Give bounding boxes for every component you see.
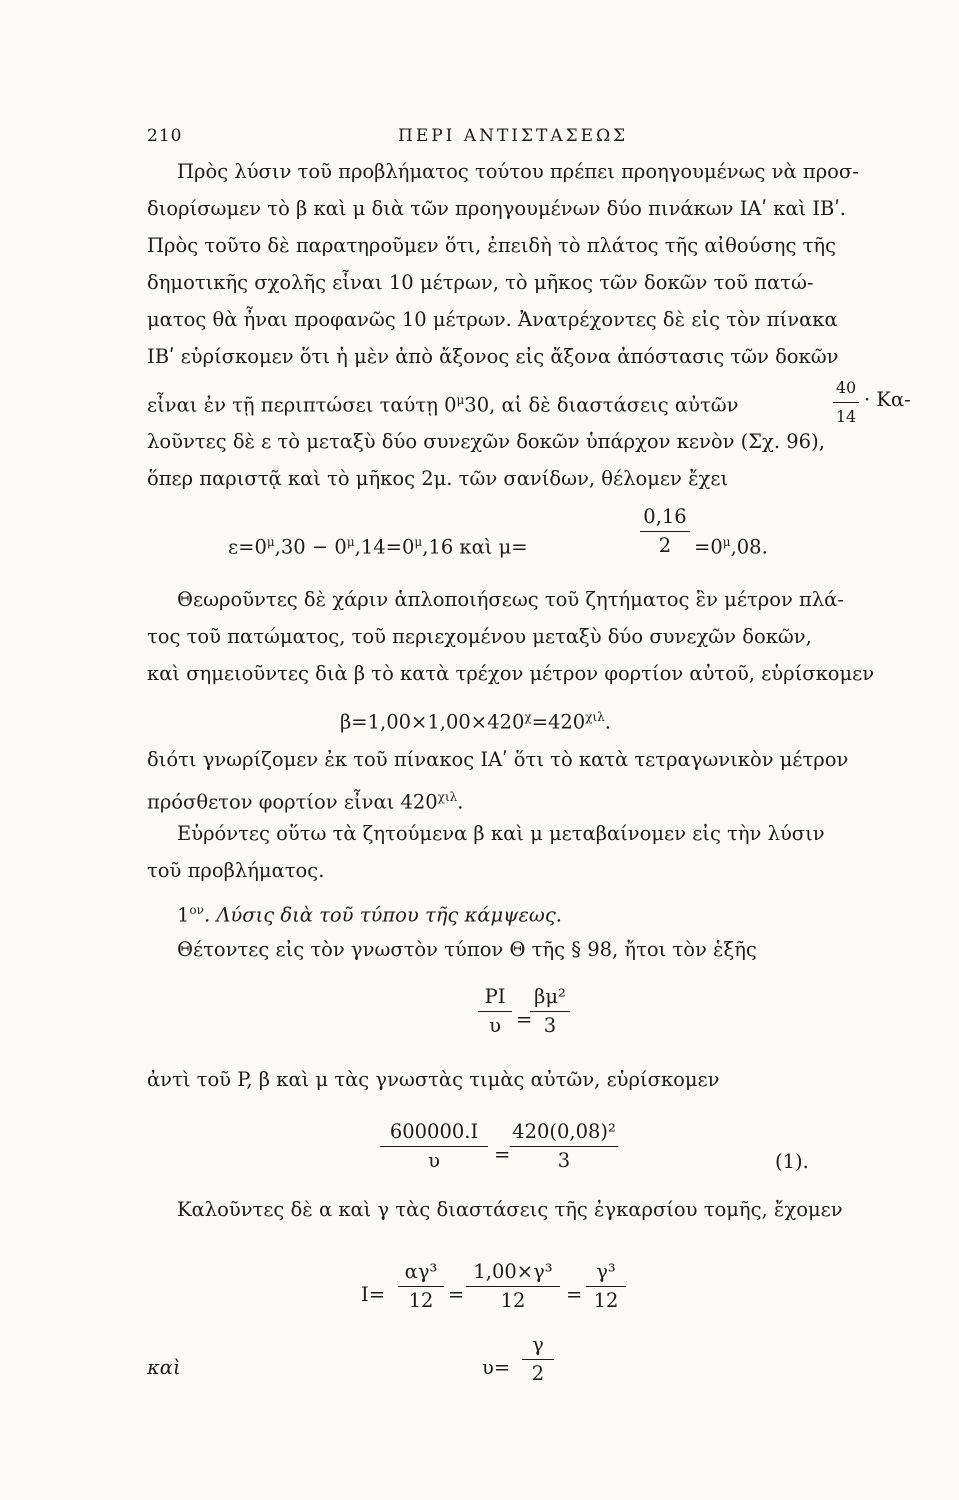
fraction-numerator: 40 (833, 376, 859, 403)
fraction-numerator: PI (478, 985, 512, 1012)
equals-sign: = (516, 1008, 533, 1031)
fraction-denominator: 3 (557, 1149, 571, 1172)
fraction-numerator: 1,00×γ³ (466, 1260, 560, 1287)
kilo-superscript: χιλ (437, 790, 458, 804)
text-line: Εὑρόντες οὕτω τὰ ζητούμενα β καὶ μ μεταβαίνομεν εἰς τὴν λύσιν (177, 822, 825, 845)
eq-part: ,30 − 0 (274, 535, 347, 559)
fraction-numerator: 0,16 (640, 505, 690, 532)
equation-result (694, 530, 768, 560)
fraction-denominator: 2 (658, 534, 672, 557)
text-line: ὅπερ παριστᾷ καὶ τὸ μῆκος 2μ. τῶν σανίδων, θέλομεν ἔχει (147, 467, 729, 490)
section-title: . Λύσις διὰ τοῦ τύπου τῆς κάμψεως. (203, 903, 562, 927)
section-heading (177, 898, 562, 928)
eq-part: β=1,00×1,00×420 (340, 710, 525, 734)
text-segment: πρόσθετον φορτίον εἶναι 420 (147, 790, 438, 814)
fraction-denominator: υ (489, 1014, 501, 1037)
equation-epsilon (228, 530, 528, 560)
fraction-denominator: υ (428, 1149, 440, 1172)
eq-sup: μ (414, 535, 423, 549)
equals-sign: = (448, 1283, 465, 1306)
text-line: διότι γνωρίζομεν ἐκ τοῦ πίνακος ΙΑʹ ὅτι τὸ κατὰ τετραγωνικὸν μέτρον (147, 748, 849, 771)
eq-part: ε=0 (228, 535, 267, 559)
text-segment: · Κα- (864, 388, 911, 411)
equation-load (340, 705, 611, 735)
text-line: Καλοῦντες δὲ α καὶ γ τὰς διαστάσεις τῆς ἐγκαρσίου τομῆς, ἔχομεν (177, 1198, 843, 1221)
eq-sup: μ (722, 535, 731, 549)
fraction-gamma-cubed (466, 1260, 560, 1313)
text-line: καὶ σημειοῦντες διὰ β τὸ κατὰ τρέχον μέτρον φορτίον αὐτοῦ, εὑρίσκομεν (147, 662, 875, 685)
text-line: διορίσωμεν τὸ β καὶ μ διὰ τῶν προηγουμένων δύο πινάκων ΙΑʹ καὶ ΙΒʹ. (147, 197, 847, 220)
eq-part: =420 (531, 710, 586, 734)
text-line: δημοτικῆς σχολῆς εἶναι 10 μέτρων, τὸ μῆκος τῶν δοκῶν τοῦ πατώ- (147, 271, 814, 294)
fraction-alpha-gamma (398, 1260, 444, 1313)
equals-sign: = (494, 1143, 511, 1166)
text-line: Πρὸς λύσιν τοῦ προβλήματος τούτου πρέπει προηγουμένως νὰ προσ- (177, 160, 859, 183)
text-line: Θεωροῦντες δὲ χάριν ἁπλοποιήσεως τοῦ ζητήματος ἓν μέτρον πλά- (177, 588, 844, 611)
text-line (147, 785, 463, 815)
text-line: ΙΒʹ εὑρίσκομεν ὅτι ἡ μὲν ἀπὸ ἄξονος εἰς ἄξονα ἀπόστασις τῶν δοκῶν (147, 345, 839, 368)
text-line: Θέτοντες εἰς τὸν γνωστὸν τύπον Θ τῆς § 98, ἤτοι τὸν ἑξῆς (177, 938, 757, 961)
page-number: 210 (147, 126, 183, 146)
fraction-denominator: 3 (543, 1014, 557, 1037)
fraction-gamma-over-12 (586, 1260, 626, 1313)
running-head: ΠΕΡΙ ΑΝΤΙΣΤΑΣΕΩΣ (398, 126, 629, 146)
fraction-numerator: γ³ (586, 1260, 626, 1287)
equation-lhs: I= (361, 1283, 386, 1306)
equation-label: (1). (775, 1150, 809, 1173)
equation-lhs: υ= (482, 1356, 511, 1379)
text-segment: εἶναι ἐν τῇ περιπτώσει ταύτῃ 0 (147, 393, 457, 417)
fraction-numerator: γ (522, 1333, 554, 1360)
fraction-PI-upsilon (478, 985, 512, 1038)
section-number-sup: ον (189, 903, 204, 917)
eq-part: ,08. (730, 535, 768, 559)
fraction-denominator: 2 (531, 1362, 545, 1385)
conjunction-kai: καὶ (147, 1356, 181, 1379)
text-line: τοῦ προβλήματος. (147, 859, 325, 882)
fraction-gamma-over-2 (522, 1333, 554, 1386)
equation-fraction (640, 505, 690, 558)
fraction-denominator: 12 (593, 1289, 619, 1312)
mu-superscript: μ (456, 393, 465, 407)
fraction-denominator: 12 (408, 1289, 434, 1312)
equals-sign: = (566, 1283, 583, 1306)
eq-sup: μ (346, 535, 355, 549)
fraction-numerator: βμ² (530, 985, 570, 1012)
eq-sup: χιλ (585, 710, 605, 724)
eq-part: ,14=0 (354, 535, 415, 559)
fraction-420 (510, 1120, 618, 1173)
text-segment: . (457, 790, 464, 814)
text-segment: 30, αἱ δὲ διαστάσεις αὐτῶν (464, 393, 739, 417)
fraction-numerator: 600000.I (380, 1120, 488, 1147)
fraction-beta-mu (530, 985, 570, 1038)
fraction-numerator: αγ³ (398, 1260, 444, 1287)
text-line: λοῦντες δὲ ε τὸ μεταξὺ δύο συνεχῶν δοκῶν ὑπάρχον κενὸν (Σχ. 96), (147, 430, 825, 453)
section-number: 1 (177, 903, 190, 927)
eq-part: . (604, 710, 611, 734)
inline-fraction (833, 376, 859, 429)
text-line: ματος θὰ ἦναι προφανῶς 10 μέτρων. Ἀνατρέχοντες δὲ εἰς τὸν πίνακα (147, 308, 838, 331)
eq-sup: μ (266, 535, 275, 549)
fraction-numerator: 420(0,08)² (510, 1120, 618, 1147)
eq-part: =0 (694, 535, 723, 559)
eq-part: ,16 καὶ μ= (422, 535, 528, 559)
eq-sup: χ (524, 710, 532, 724)
fraction-600000 (380, 1120, 488, 1173)
text-line: Πρὸς τοῦτο δὲ παρατηροῦμεν ὅτι, ἐπειδὴ τὸ πλάτος τῆς αἰθούσης τῆς (147, 234, 836, 257)
text-line: ἀντὶ τοῦ P, β καὶ μ τὰς γνωστὰς τιμὰς αὐτῶν, εὑρίσκομεν (147, 1068, 720, 1091)
text-line: τος τοῦ πατώματος, τοῦ περιεχομένου μεταξὺ δύο συνεχῶν δοκῶν, (147, 625, 812, 648)
text-line-with-fraction (147, 388, 739, 418)
fraction-denominator: 12 (500, 1289, 526, 1312)
fraction-denominator: 14 (835, 407, 857, 426)
